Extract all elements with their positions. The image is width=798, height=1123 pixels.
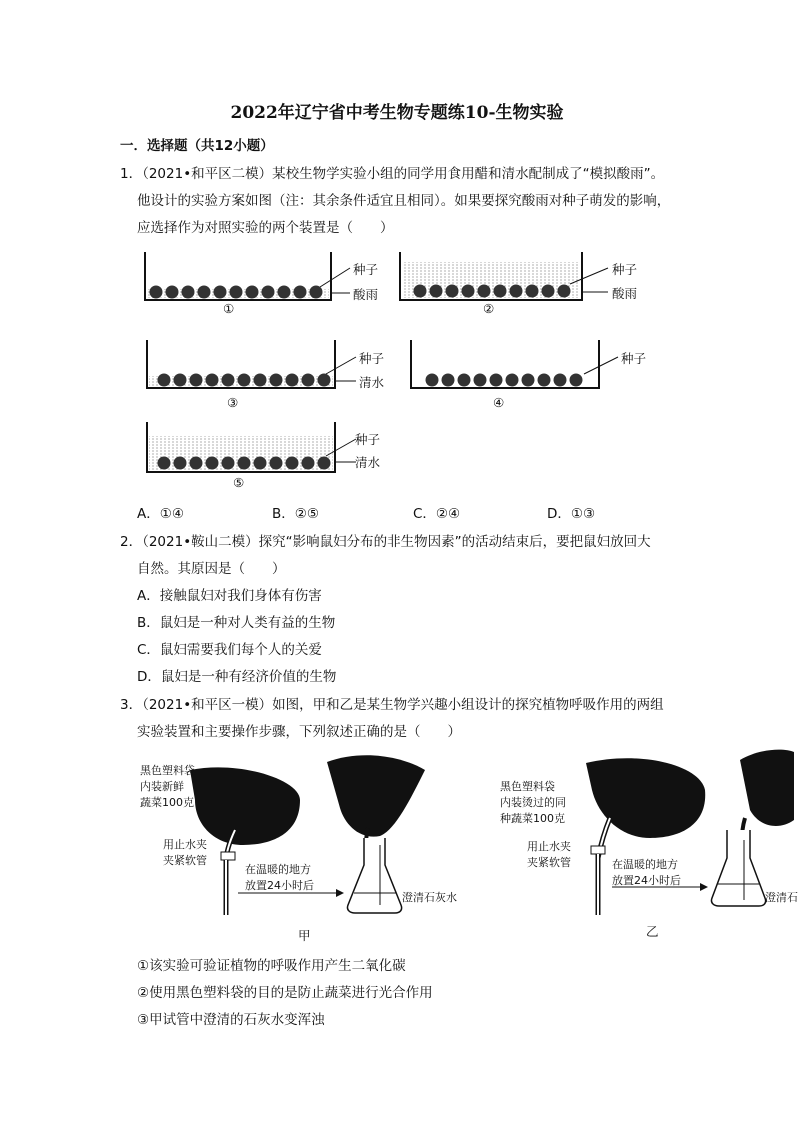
q3-line-1: 3．（2021•和平区一模）如图，甲和乙是某生物学兴趣小组设计的探究植物呼吸作用的两组 [120, 697, 664, 713]
label-acid-2: 酸雨 [612, 286, 638, 301]
q2-option-b[interactable]: B．鼠妇是一种对人类有益的生物 [137, 615, 336, 631]
jia-clamp-line-2: 夹紧软管 [163, 854, 207, 867]
container-2 [400, 252, 608, 300]
label-seed-4: 种子 [621, 351, 647, 366]
num-3: ③ [227, 395, 239, 410]
container-3 [147, 340, 356, 388]
q1-option-c[interactable]: C．②④ [413, 506, 461, 522]
container-1 [145, 252, 350, 300]
q1-option-a[interactable]: A．①④ [137, 506, 184, 522]
num-2: ② [483, 301, 495, 316]
label-seed-1: 种子 [353, 262, 379, 277]
q2-option-a[interactable]: A．接触鼠妇对我们身体有伤害 [137, 588, 322, 604]
q1-line-3: 应选择作为对照实验的两个装置是（ ） [137, 220, 394, 236]
jia-bag-line-3: 蔬菜100克 [140, 796, 194, 809]
q3-statement-1: ①该实验可验证植物的呼吸作用产生二氧化碳 [137, 958, 406, 974]
jia-step-line-2: 放置24小时后 [245, 879, 314, 892]
q2-line-2: 自然。其原因是（ ） [137, 561, 286, 577]
yi-clamp-line-1: 用止水夹 [527, 840, 571, 853]
yi-clamp-line-2: 夹紧软管 [527, 856, 571, 869]
q2-line-1: 2．（2021•鞍山二模）探究“影响鼠妇分布的非生物因素”的活动结束后，要把鼠妇放回大 [120, 534, 651, 550]
section-heading: 一．选择题（共12小题） [120, 138, 274, 154]
yi-bag-line-3: 种蔬菜100克 [500, 812, 565, 825]
label-seed-2: 种子 [612, 262, 638, 277]
label-seed-3: 种子 [359, 351, 385, 366]
yi-bag-line-1: 黑色塑料袋 [500, 780, 555, 793]
jia-bag-line-1: 黑色塑料袋 [140, 764, 195, 777]
yi-bag-line-2: 内装烫过的同 [500, 796, 566, 809]
jia-step-line-1: 在温暖的地方 [245, 863, 311, 876]
label-water-3: 清水 [359, 375, 385, 390]
container-4 [411, 340, 618, 388]
num-5: ⑤ [233, 475, 245, 490]
num-1: ① [223, 301, 235, 316]
q1-line-2: 他设计的实验方案如图（注：其余条件适宜且相同）。如果要探究酸雨对种子萌发的影响， [137, 193, 671, 209]
container-5 [147, 422, 356, 472]
yi-lime-water: 澄清石 [765, 891, 798, 904]
q2-option-d[interactable]: D．鼠妇是一种有经济价值的生物 [137, 669, 337, 685]
label-acid-1: 酸雨 [353, 287, 379, 302]
jia-clamp-line-1: 用止水夹 [163, 838, 207, 851]
num-4: ④ [493, 395, 505, 410]
apparatus-yi [586, 750, 794, 915]
q3-statement-3: ③甲试管中澄清的石灰水变浑浊 [137, 1012, 325, 1028]
yi-step-line-1: 在温暖的地方 [612, 858, 678, 871]
q1-line-1: 1．（2021•和平区二模）某校生物学实验小组的同学用食用醋和清水配制成了“模拟酸雨”。 [120, 166, 665, 182]
jia-lime-water: 澄清石灰水 [402, 891, 457, 904]
q3-line-2: 实验装置和主要操作步骤，下列叙述正确的是（ ） [137, 724, 461, 740]
q2-option-c[interactable]: C．鼠妇需要我们每个人的关爱 [137, 642, 322, 658]
jia-bag-line-2: 内装新鲜 [140, 780, 184, 793]
page-title: 2022年辽宁省中考生物专题练10-生物实验 [230, 103, 564, 123]
yi-caption: 乙 [646, 924, 659, 939]
yi-step-line-2: 放置24小时后 [612, 874, 681, 887]
label-seed-5: 种子 [355, 432, 381, 447]
q1-option-d[interactable]: D．①③ [547, 506, 596, 522]
q1-option-b[interactable]: B．②⑤ [272, 506, 319, 522]
q3-statement-2: ②使用黑色塑料袋的目的是防止蔬菜进行光合作用 [137, 985, 433, 1001]
jia-caption: 甲 [298, 928, 311, 943]
label-water-5: 清水 [355, 455, 381, 470]
